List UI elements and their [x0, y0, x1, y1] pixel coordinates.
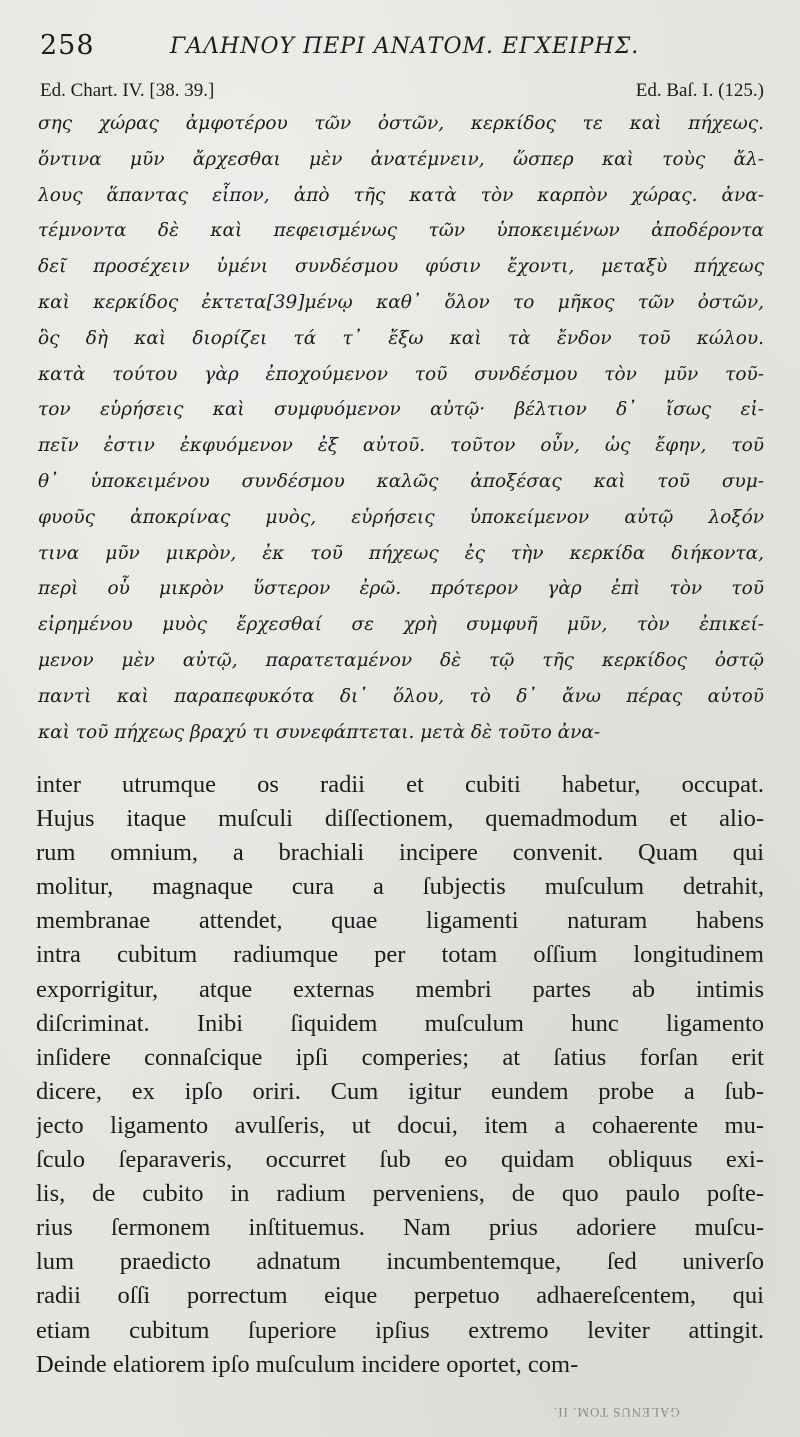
latin-text-line: molitur, magnaque cura a ſubjectis muſculum detrahit, — [36, 873, 764, 901]
greek-text-line: φυοῦς ἀποκρίνας μυὸς, εὑρήσεις ὑποκείμενον αὐτῷ λοξόν — [38, 506, 764, 528]
latin-text-line: radii oſſi porrectum eique perpetuo adhaereſcentem, qui — [36, 1282, 764, 1310]
page-number: 258 — [40, 30, 95, 61]
signature-mark: GALENUS TOM. II. — [553, 1405, 680, 1420]
greek-text-line: ὅντινα μῦν ἄρχεσθαι μὲν ἀνατέμνειν, ὥσπερ καὶ τοὺς ἄλ- — [38, 148, 764, 170]
latin-text-line: inſidere connaſcique ipſi comperies; at ſatius forſan erit — [36, 1043, 764, 1071]
greek-text-line: παντὶ καὶ παραπεφυκότα δι᾽ ὅλου, τὸ δ᾽ ἄνω πέρας αὐτοῦ — [38, 685, 764, 707]
greek-text-line: λους ἅπαντας εἶπον, ἀπὸ τῆς κατὰ τὸν καρπὸν χώρας. ἀνα- — [38, 184, 764, 206]
latin-text-line: membranae attendet, quae ligamenti naturam habens — [36, 907, 764, 935]
greek-text-line: καὶ τοῦ πήχεως βραχύ τι συνεφάπτεται. μετὰ δὲ τοῦτο ἀνα- — [38, 721, 601, 743]
latin-text-line: jecto ligamento avulſeris, ut docui, item a cohaerente mu- — [36, 1111, 764, 1139]
edition-basel-ref: Ed. Baſ. I. (125.) — [635, 80, 764, 101]
latin-text-line: dicere, ex ipſo oriri. Cum igitur eundem probe a ſub- — [36, 1077, 764, 1105]
latin-text-line: diſcriminat. Inibi ſiquidem muſculum hunc ligamento — [36, 1009, 764, 1037]
latin-text-line: etiam cubitum ſuperiore ipſius extremo leviter attingit. — [36, 1316, 764, 1344]
latin-text-block — [36, 768, 764, 1382]
greek-text-line: τέμνοντα δὲ καὶ πεφεισμένως τῶν ὑποκειμένων ἀποδέροντα — [38, 220, 764, 242]
latin-text-line: lum praedicto adnatum incumbentemque, ſed univerſo — [36, 1248, 764, 1276]
latin-text-line: intra cubitum radiumque per totam oſſium longitudinem — [36, 941, 764, 969]
latin-text-line: rum omnium, a brachiali incipere convenit. Quam qui — [36, 839, 764, 867]
latin-text-line: rius ſermonem inſtituemus. Nam prius adoriere muſcu- — [36, 1214, 764, 1242]
greek-text-line: ὃς δὴ καὶ διορίζει τά τ᾽ ἔξω καὶ τὰ ἔνδον τοῦ κώλου. — [38, 327, 764, 349]
greek-text-line: τον εὑρήσεις καὶ συμφυόμενον αὐτῷ· βέλτιον δ᾽ ἴσως εἰ- — [38, 399, 764, 421]
greek-text-block — [38, 106, 764, 750]
greek-text-line: περὶ οὗ μικρὸν ὕστερον ἐρῶ. πρότερον γὰρ ἐπὶ τὸν τοῦ — [38, 578, 764, 600]
greek-text-line: πεῖν ἐστιν ἐκφυόμενον ἐξ αὐτοῦ. τοῦτον οὖν, ὡς ἔφην, τοῦ — [38, 435, 764, 457]
latin-text-line: Deinde elatiorem ipſo muſculum incidere oportet, com- — [36, 1350, 579, 1378]
latin-text-line: exporrigitur, atque externas membri partes ab intimis — [36, 975, 764, 1003]
greek-text-line: δεῖ προσέχειν ὑμένι συνδέσμου φύσιν ἔχοντι, μεταξὺ πήχεως — [38, 256, 764, 278]
greek-text-line: μενον μὲν αὐτῷ, παρατεταμένον δὲ τῷ τῆς κερκίδος ὀστῷ — [38, 649, 764, 671]
greek-text-line: καὶ κερκίδος ἐκτετα[39]μένῳ καθ᾽ ὅλον το μῆκος τῶν ὀστῶν, — [38, 291, 764, 313]
edition-chartier-ref: Ed. Chart. IV. [38. 39.] — [40, 80, 215, 101]
latin-text-line: ſculo ſeparaveris, occurret ſub eo quidam obliquus exi- — [36, 1146, 764, 1174]
latin-text-line: inter utrumque os radii et cubiti habetur, occupat. — [36, 771, 764, 798]
edition-reference-line — [40, 80, 764, 106]
greek-text-line: κατὰ τούτου γὰρ ἐποχούμενον τοῦ συνδέσμου τὸν μῦν τοῦ- — [38, 363, 764, 385]
running-title: ΓΑΛΗΝΟΥ ΠΕΡΙ ΑΝΑΤΟΜ. ΕΓΧΕΙΡΗΣ. — [170, 34, 640, 59]
latin-text-line: lis, de cubito in radium perveniens, de quo paulo poſte- — [36, 1180, 764, 1208]
greek-text-line: τινα μῦν μικρὸν, ἐκ τοῦ πήχεως ἐς τὴν κερκίδα διήκοντα, — [38, 542, 764, 564]
running-head — [40, 30, 760, 66]
greek-text-line: σης χώρας ἀμφοτέρου τῶν ὀστῶν, κερκίδος τε καὶ πήχεως. — [38, 113, 764, 134]
greek-text-line: εἰρημένου μυὸς ἔρχεσθαί σε χρὴ συμφυῆ μῦν, τὸν ἐπικεί- — [38, 614, 764, 636]
latin-text-line: Hujus itaque muſculi diſſectionem, quemadmodum et alio- — [36, 805, 764, 833]
greek-text-line: θ᾽ ὑποκειμένου συνδέσμου καλῶς ἀποξέσας καὶ τοῦ συμ- — [38, 470, 764, 492]
